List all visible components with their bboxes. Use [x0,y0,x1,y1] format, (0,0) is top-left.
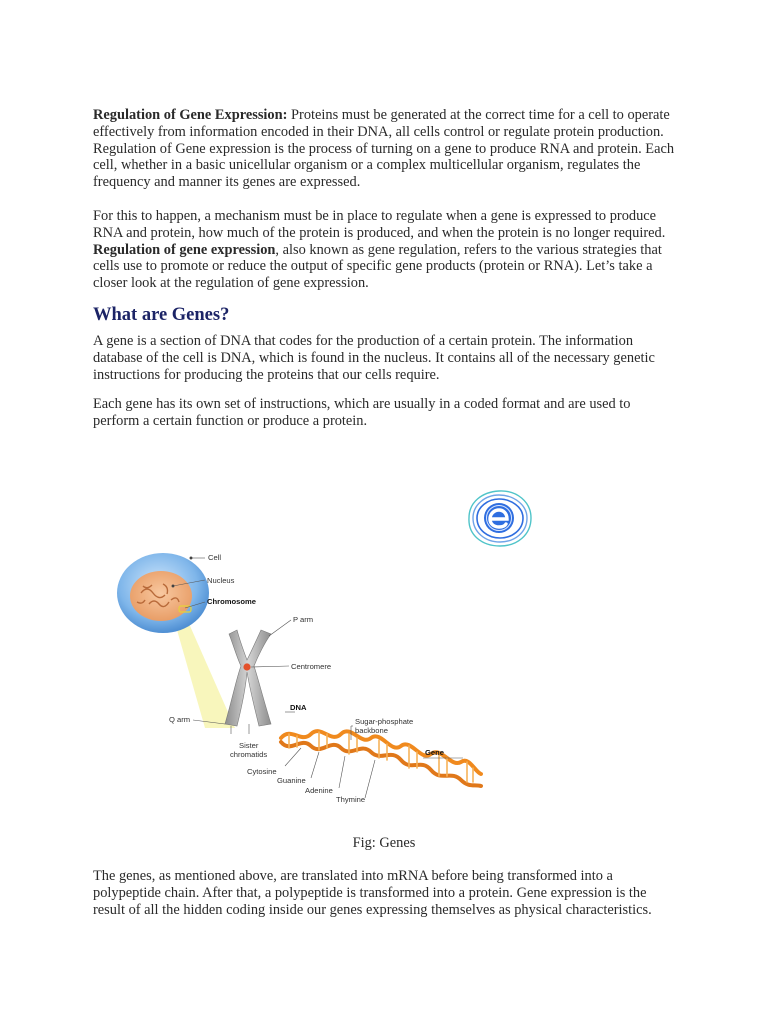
nucleus-shape [130,571,192,621]
label-thymine: Thymine [336,795,366,804]
label-dna: DNA [290,703,307,712]
label-chromatids: chromatids [230,750,268,759]
label-centromere: Centromere [291,662,332,671]
regulation-text-2: , also known as gene regulation, refers to the various strategies that cells use to promote or reduce the output of specific gene products (protein or RNA). Let’s take a closer look at the regulation of gene expression. [93,241,662,292]
label-gene: Gene [425,748,444,757]
label-guanine: Guanine [277,776,306,785]
intro-paragraph [93,107,678,191]
regulation-text-1: For this to happen, a mechanism must be in place to regulate when a gene is expressed to produce RNA and protein, how much of the protein is produced, and when the protein is no longer required. [93,207,666,241]
label-cell: Cell [208,553,222,562]
label-p-arm: P arm [293,615,314,624]
chromosome-shape [225,630,271,726]
gene-definition-paragraph: A gene is a section of DNA that codes for the production of a certain protein. The information database of the cell is DNA, which is found in the nucleus. It contains all of the necessary genetic instructions for producing the proteins that our cells require. [93,332,655,383]
figure-caption: Fig: Genes [352,835,416,851]
label-sister: Sister [239,741,259,750]
brand-logo-icon [463,486,535,550]
label-nucleus: Nucleus [207,576,235,585]
label-backbone: backbone [355,726,388,735]
gene-diagram [113,548,493,810]
translation-paragraph: The genes, as mentioned above, are translated into mRNA before being transformed into a polypeptide chain. After that, a polypeptide is transformed into a protein. Gene expression is the result of all the hidden coding inside our genes expressing themselves as physical characteristics. [93,868,652,918]
label-q-arm: Q arm [169,715,191,724]
section-title: What are Genes? [93,304,230,325]
label-sugar-phosphate: Sugar-phosphate [355,717,414,726]
label-adenine: Adenine [305,786,333,795]
intro-bold-heading: Regulation of Gene Expression: [93,107,288,123]
label-cytosine: Cytosine [247,767,277,776]
article-body [93,107,678,430]
gene-instructions-paragraph: Each gene has its own set of instructions, which are usually in a coded format and are used to perform a certain function or produce a protein. [93,396,631,430]
intro-text: Proteins must be generated at the correct time for a cell to operate effectively from information encoded in their DNA, all cells control or regulate protein production. Regulation of Gene expression is the process of turning on a gene to produce RNA and protein. Each cell, whether in a basic unicellular organism or a complex multicellular organism, regulates the frequency and manner its genes are expressed. [93,107,675,191]
label-chromosome: Chromosome [207,597,256,606]
regulation-bold-term: Regulation of gene expression [93,241,276,258]
leader-lines [172,557,463,798]
regulation-paragraph [93,208,678,292]
